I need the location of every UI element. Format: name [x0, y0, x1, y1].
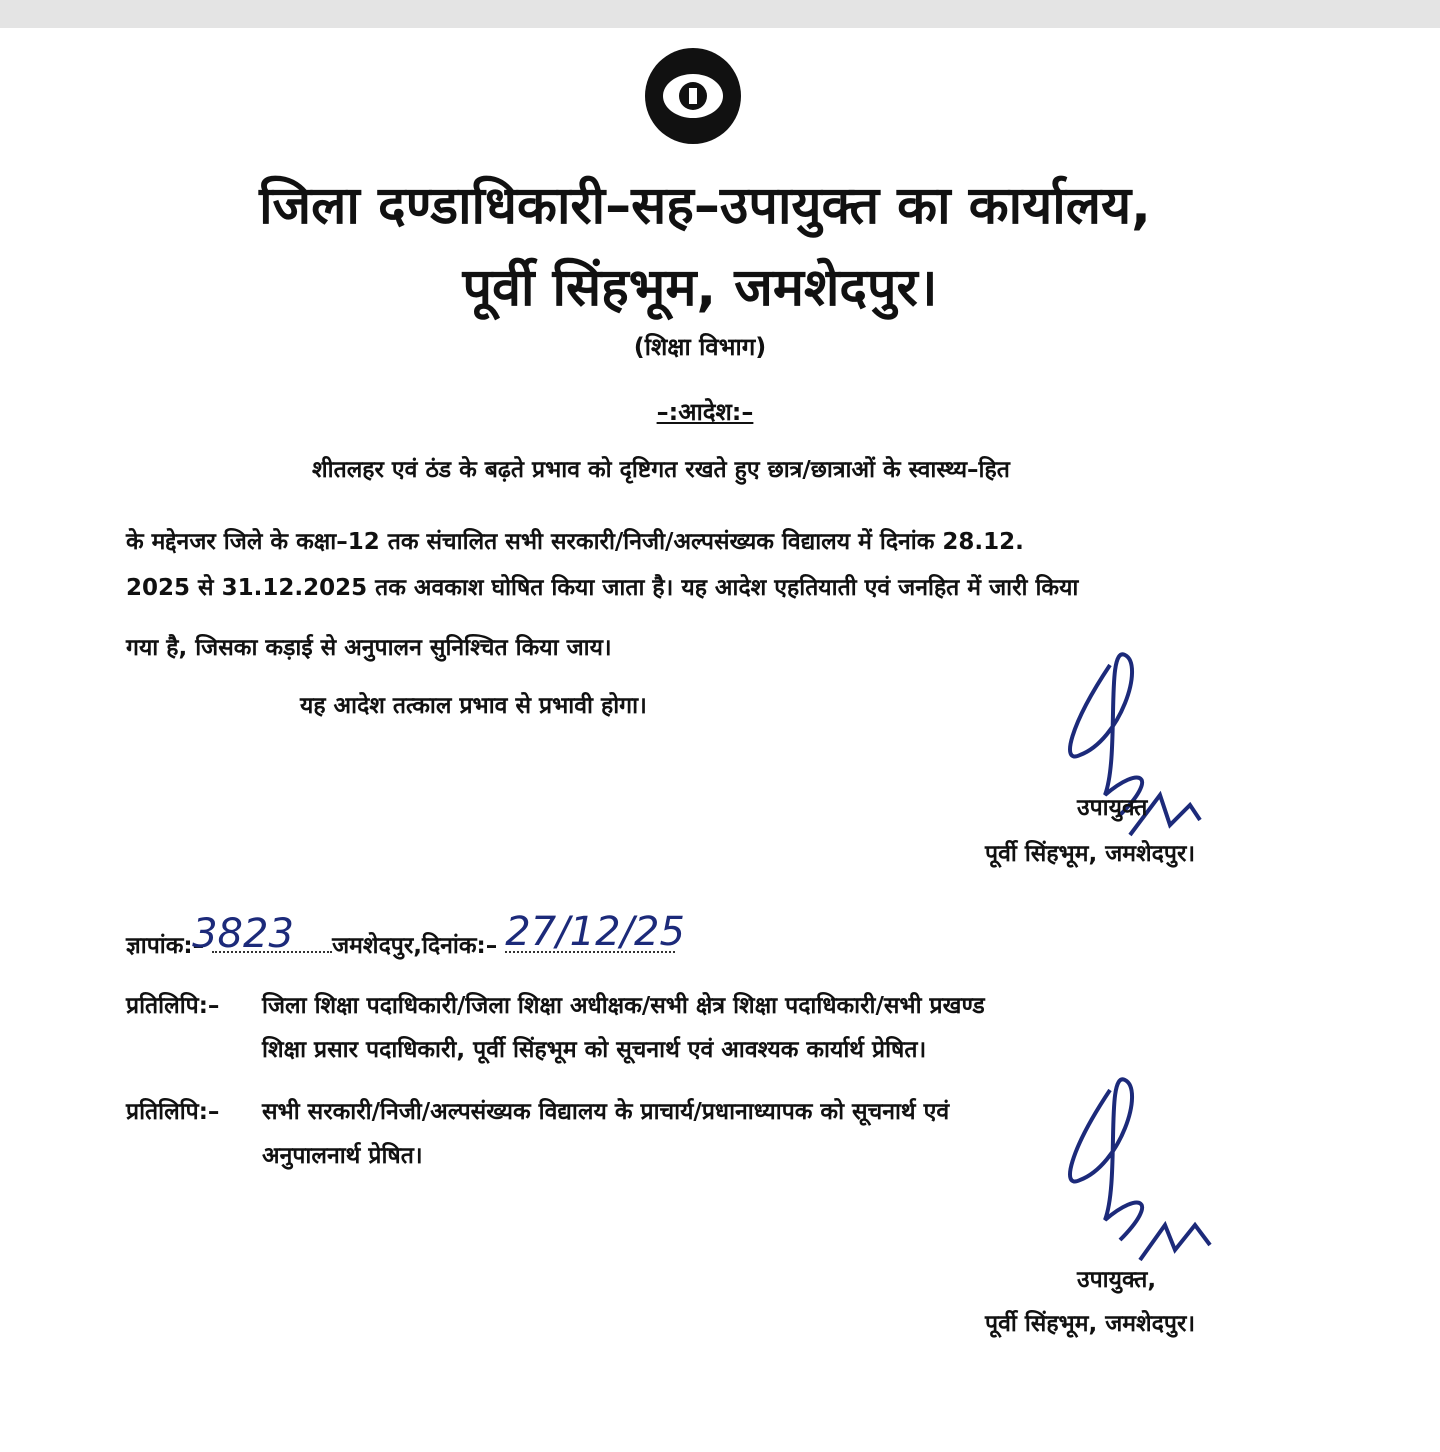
copy-2-label: प्रतिलिपि:–: [126, 1099, 220, 1125]
copy-2-line-2: अनुपालनार्थ प्रेषित।: [262, 1143, 423, 1169]
copy-1-line-1: जिला शिक्षा पदाधिकारी/जिला शिक्षा अधीक्षक/सभी क्षेत्र शिक्षा पदाधिकारी/सभी प्रखण्ड: [262, 993, 985, 1019]
memo-line: [126, 909, 685, 960]
signature-2: [1050, 1075, 1230, 1275]
order-heading: –:आदेश:–: [656, 398, 754, 426]
copy-1-line-2: शिक्षा प्रसार पदाधिकारी, पूर्वी सिंहभूम को सूचनार्थ एवं आवश्यक कार्यार्थ प्रेषित।: [262, 1037, 927, 1063]
signatory-designation-1: उपायुक्त: [1077, 795, 1148, 821]
copy-1-label: प्रतिलिपि:–: [126, 993, 220, 1019]
memo-number: 3823: [192, 911, 294, 957]
national-emblem-logo: [643, 46, 743, 146]
order-line-1: शीतलहर एवं ठंड के बढ़ते प्रभाव को दृष्टिगत रखते हुए छात्र/छात्राओं के स्वास्थ्य–हित: [312, 457, 1010, 483]
copy-2-line-1: सभी सरकारी/निजी/अल्पसंख्यक विद्यालय के प्राचार्य/प्रधानाध्यापक को सूचनार्थ एवं: [262, 1099, 950, 1125]
order-line-2: के मद्देनजर जिले के कक्षा–12 तक संचालित सभी सरकारी/निजी/अल्पसंख्यक विद्यालय में दिनांक 28.12.: [126, 529, 1024, 555]
office-title: जिला दण्डाधिकारी–सह–उपायुक्त का कार्यालय,: [259, 176, 1151, 236]
signatory-place-2: पूर्वी सिंहभूम, जमशेदपुर।: [985, 1311, 1196, 1337]
memo-place-date-label: जमशेदपुर,दिनांक:–: [332, 933, 498, 959]
order-line-3: 2025 से 31.12.2025 तक अवकाश घोषित किया जाता है। यह आदेश एहतियाती एवं जनहित में जारी किया: [126, 575, 1079, 601]
memo-label: ज्ञापांक:–: [126, 933, 205, 959]
office-location: पूर्वी सिंहभूम, जमशेदपुर।: [462, 258, 938, 318]
top-bar: [0, 0, 1440, 28]
signatory-place-1: पूर्वी सिंहभूम, जमशेदपुर।: [985, 841, 1196, 867]
effect-line: यह आदेश तत्काल प्रभाव से प्रभावी होगा।: [300, 693, 647, 719]
memo-date: 27/12/25: [505, 909, 685, 955]
signatory-designation-2: उपायुक्त,: [1077, 1267, 1157, 1293]
order-line-4: गया है, जिसका कड़ाई से अनुपालन सुनिश्चित किया जाय।: [126, 635, 612, 661]
department: (शिक्षा विभाग): [633, 333, 767, 361]
